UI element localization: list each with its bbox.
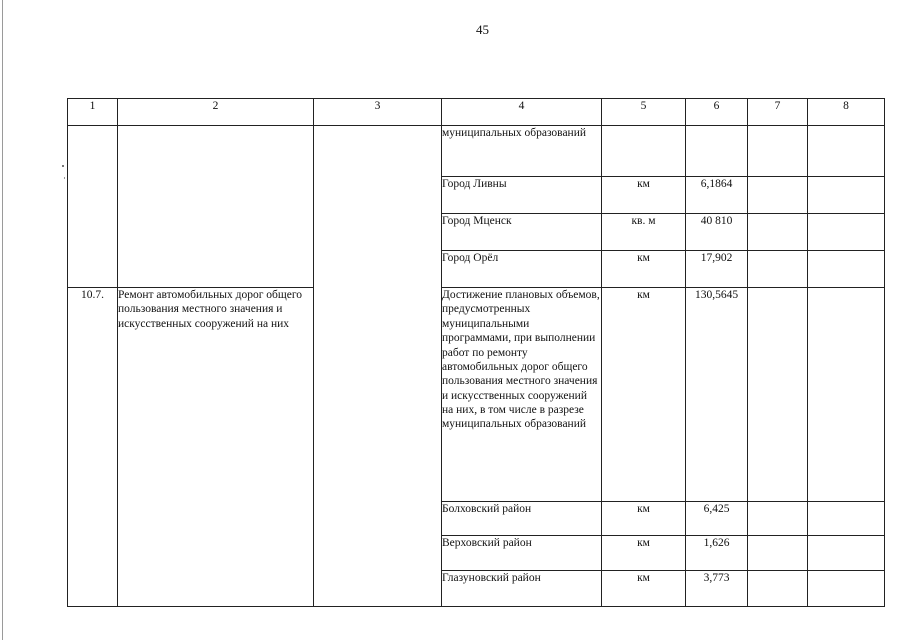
cell-column-7 <box>748 502 808 536</box>
cell-indicator: Город Мценск <box>442 214 602 251</box>
cell-column-8 <box>808 288 885 502</box>
cell-value: 130,5645 <box>686 288 748 502</box>
cell-indicator: Город Ливны <box>442 177 602 214</box>
data-table <box>67 98 885 607</box>
column-header: 7 <box>748 99 808 126</box>
table-row <box>68 288 885 502</box>
cell-number <box>68 126 118 288</box>
cell-number: 10.7. <box>68 288 118 607</box>
cell-unit: км <box>602 536 686 571</box>
cell-value <box>686 126 748 177</box>
cell-column-7 <box>748 571 808 607</box>
column-header: 5 <box>602 99 686 126</box>
cell-column-8 <box>808 126 885 177</box>
cell-column-7 <box>748 177 808 214</box>
cell-unit: км <box>602 502 686 536</box>
header-row <box>68 99 885 126</box>
table-row <box>68 126 885 177</box>
cell-value: 3,773 <box>686 571 748 607</box>
scan-speck <box>62 165 64 167</box>
cell-unit: км <box>602 177 686 214</box>
column-header: 8 <box>808 99 885 126</box>
cell-value: 6,1864 <box>686 177 748 214</box>
cell-column-7 <box>748 288 808 502</box>
cell-indicator: муниципальных образований <box>442 126 602 177</box>
cell-unit: кв. м <box>602 214 686 251</box>
cell-value: 6,425 <box>686 502 748 536</box>
cell-column-8 <box>808 251 885 288</box>
cell-indicator: Город Орёл <box>442 251 602 288</box>
column-header: 6 <box>686 99 748 126</box>
cell-indicator: Глазуновский район <box>442 571 602 607</box>
cell-column-7 <box>748 126 808 177</box>
column-header: 4 <box>442 99 602 126</box>
cell-name: Ремонт автомобильных дорог общего пользования местного значения и искусственных сооружений на них <box>118 288 314 607</box>
cell-column-7 <box>748 536 808 571</box>
cell-unit: км <box>602 251 686 288</box>
cell-column-8 <box>808 571 885 607</box>
column-header: 3 <box>314 99 442 126</box>
cell-value: 17,902 <box>686 251 748 288</box>
cell-column-7 <box>748 251 808 288</box>
cell-unit <box>602 126 686 177</box>
cell-column-8 <box>808 502 885 536</box>
column-header: 2 <box>118 99 314 126</box>
cell-column-8 <box>808 177 885 214</box>
scan-speck <box>64 177 65 179</box>
cell-name <box>118 126 314 288</box>
cell-column-8 <box>808 214 885 251</box>
cell-unit: км <box>602 288 686 502</box>
cell-indicator: Болховский район <box>442 502 602 536</box>
cell-column-8 <box>808 536 885 571</box>
cell-indicator: Верховский район <box>442 536 602 571</box>
cell-value: 40 810 <box>686 214 748 251</box>
cell-value: 1,626 <box>686 536 748 571</box>
column-header: 1 <box>68 99 118 126</box>
cell-indicator: Достижение плановых объемов, предусмотренных муниципальными программами, при выполнении работ по ремонту автомобильных дорог общего пользования местного значения и искусственных сооружений на них, в том числе в разрезе муниципальных образований <box>442 288 602 502</box>
cell-unit: км <box>602 571 686 607</box>
cell-column-7 <box>748 214 808 251</box>
left-margin-rule <box>2 0 3 640</box>
page-number: 45 <box>476 22 489 37</box>
cell-column-3 <box>314 126 442 607</box>
